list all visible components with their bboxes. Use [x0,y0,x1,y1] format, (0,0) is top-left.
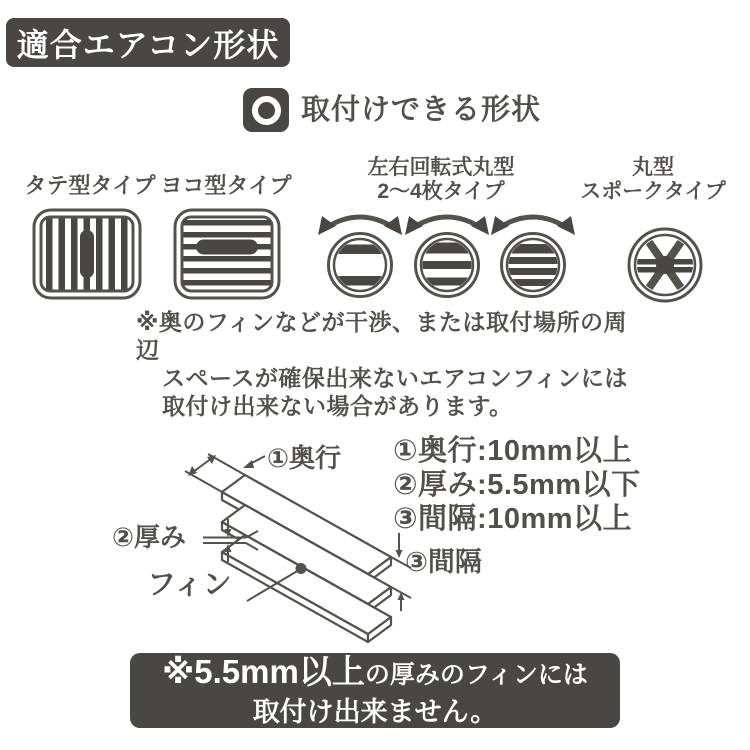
footer-warning [130,653,620,728]
spec-depth: ①奥行:10mm以上 [393,435,633,467]
spec-gap: ③間隔:10mm以上 [393,503,633,535]
spec-list [393,434,641,536]
type-label-spoke-line2: スポークタイプ [580,180,726,203]
note-line2: スペースが確保出来ないエアコンフィンには [162,365,628,391]
note-line1: ※奥のフィンなどが干渉、または取付場所の周辺 [136,309,628,363]
depth-label: ①奥行 [267,443,342,473]
type-label-rotary-line1: 左右回転式丸型 [367,156,515,179]
gap-label: ③間隔 [405,547,482,577]
header-badge: 適合エアコン形状 [6,18,290,67]
thickness-label: ②厚み [112,522,187,552]
ring-glyph [252,96,281,125]
round-spoke-icon [623,223,707,307]
section-title: 取付けできる形状 [301,94,542,126]
note-line3: 取付け出来ない場合があります。 [162,393,513,419]
footer-warning-line2: 取付け出来ません。 [252,697,498,727]
footer-warning-suffix: の厚みのフィンには [364,661,588,689]
type-label-vertical: タテ型タイプ [24,173,156,198]
compatibility-note [136,308,641,420]
rotary-louver-icon-2blade [316,203,404,303]
footer-warning-emphasis: ※5.5mm以上 [162,653,365,690]
horizontal-louver-icon [173,208,281,300]
type-label-rotary [352,156,530,204]
fin-label: フィン [147,569,232,601]
type-label-horizontal: ヨコ型タイプ [160,173,292,198]
rotary-louver-icon-4blade [489,203,577,303]
rotary-louver-icon-3blade [403,203,491,303]
type-label-spoke-line1: 丸型 [632,156,674,179]
vertical-louver-icon [32,208,142,300]
type-label-rotary-line2: 2〜4枚タイプ [377,180,505,203]
spec-thickness: ②厚み:5.5mm以下 [393,469,641,501]
ok-circle-icon [243,88,289,132]
footer-warning-line1 [162,654,588,697]
type-label-spoke [577,156,729,204]
